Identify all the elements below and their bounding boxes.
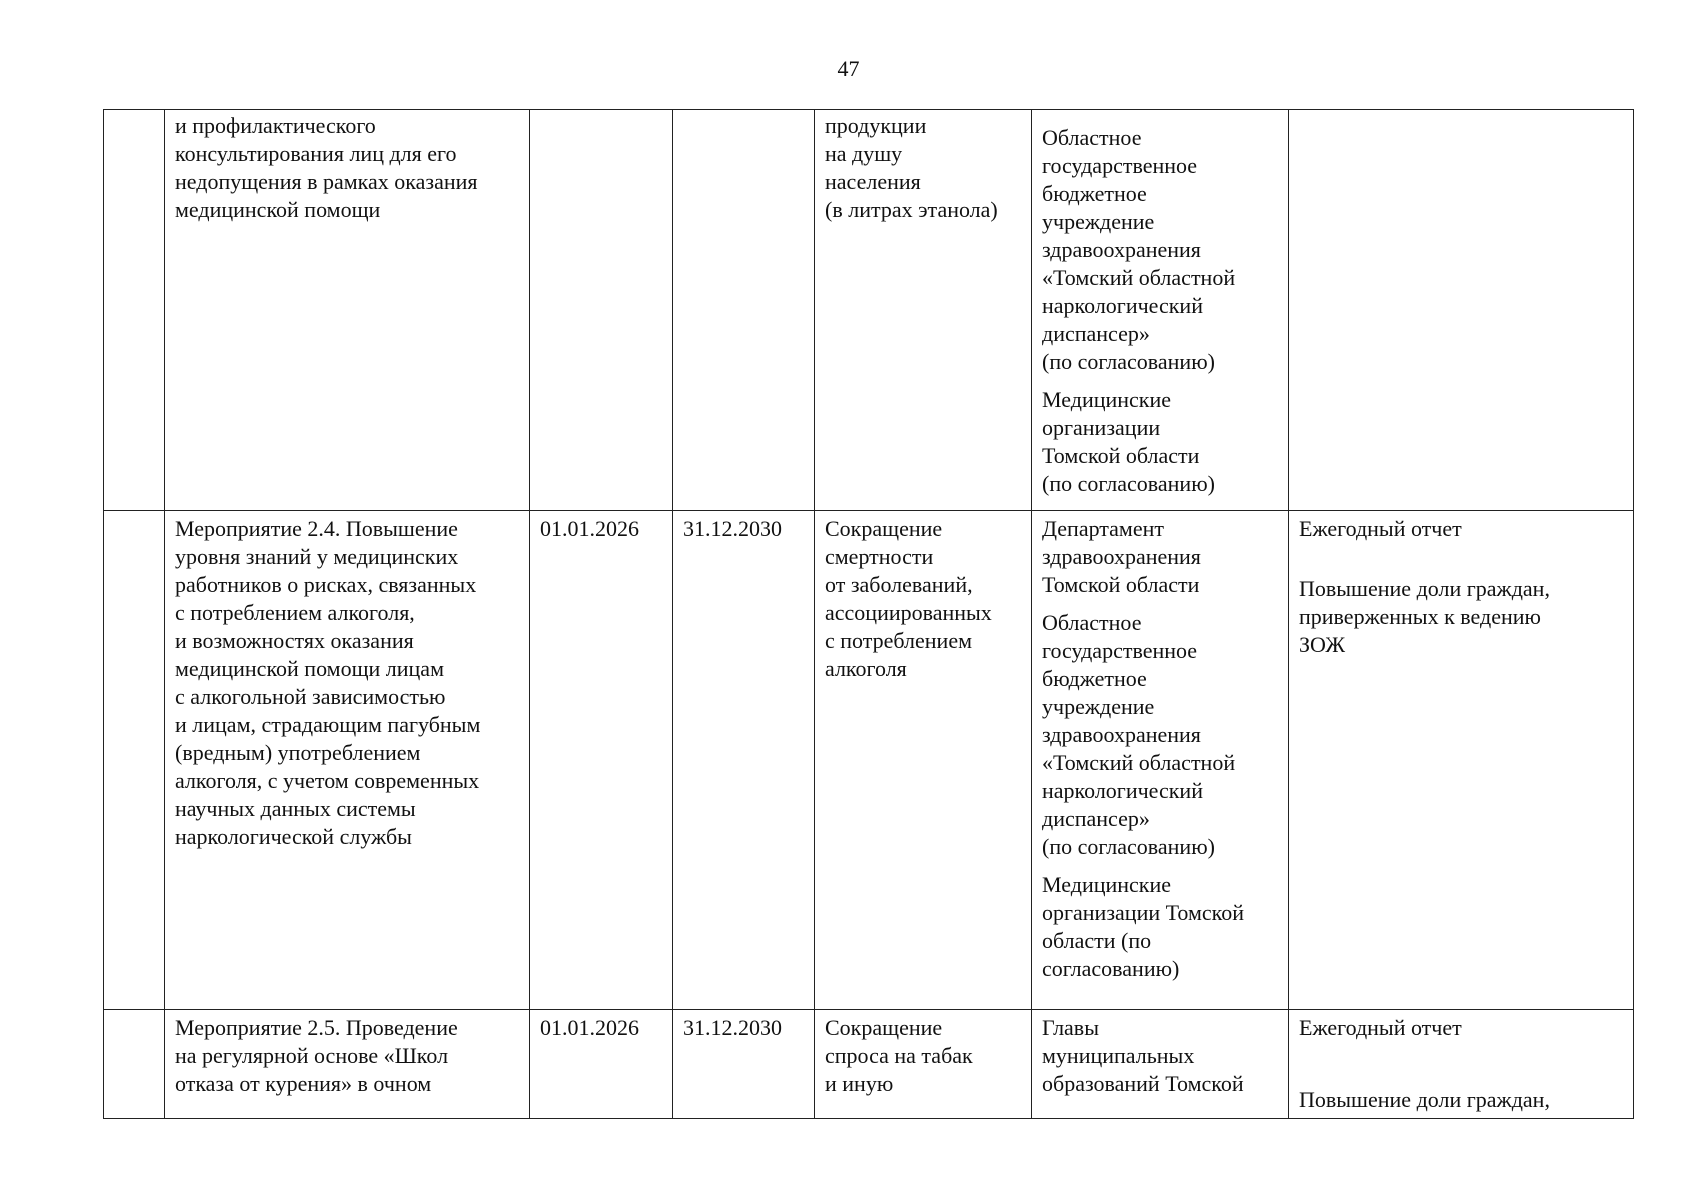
start-date: 01.01.2026 — [540, 516, 639, 541]
start-date: 01.01.2026 — [540, 1015, 639, 1040]
end-date: 31.12.2030 — [683, 516, 782, 541]
indicator-text: Сокращение смертности от заболеваний, ассоциированных с потреблением алкоголя — [825, 516, 992, 681]
report-result-cell — [1289, 511, 1634, 1010]
start-date-cell — [530, 511, 673, 1010]
event-cell — [165, 511, 530, 1010]
start-date-cell — [530, 110, 673, 511]
responsible-cell — [1032, 1010, 1289, 1119]
expected-result: Повышение доли граждан, — [1299, 1087, 1550, 1112]
row-number-cell — [104, 511, 165, 1010]
end-date-cell — [673, 1010, 815, 1119]
responsible-cell — [1032, 511, 1289, 1010]
table-row — [104, 1010, 1634, 1119]
row-number-cell — [104, 1010, 165, 1119]
report-type: Ежегодный отчет — [1299, 1015, 1462, 1040]
table-row — [104, 511, 1634, 1010]
event-cell — [165, 1010, 530, 1119]
end-date-cell — [673, 110, 815, 511]
event-text: и профилактического консультирования лиц для его недопущения в рамках оказания медицинской помощи — [175, 113, 478, 222]
event-text: Мероприятие 2.5. Проведение на регулярной основе «Школ отказа от курения» в очном — [175, 1015, 458, 1096]
indicator-cell — [815, 511, 1032, 1010]
report-result-cell — [1289, 1010, 1634, 1119]
table-row — [104, 110, 1634, 511]
indicator-cell — [815, 110, 1032, 511]
indicator-cell — [815, 1010, 1032, 1119]
responsible-cell — [1032, 110, 1289, 511]
end-date-cell — [673, 511, 815, 1010]
start-date-cell — [530, 1010, 673, 1119]
row-number-cell — [104, 110, 165, 511]
responsible-org: Медицинские организации Томской области (по согласованию) — [1042, 872, 1245, 981]
measures-table — [103, 109, 1634, 1119]
indicator-text: продукции на душу населения (в литрах этанола) — [825, 113, 998, 222]
report-result-cell — [1289, 110, 1634, 511]
responsible-org: Областное государственное бюджетное учреждение здравоохранения «Томский областной наркологический диспансер» (по согласованию) — [1042, 610, 1236, 859]
responsible-org: Главы муниципальных образований Томской — [1042, 1015, 1244, 1096]
responsible-org: Медицинские организации Томской области (по согласованию) — [1042, 387, 1215, 496]
responsible-org: Департамент здравоохранения Томской области — [1042, 516, 1201, 597]
expected-result: Повышение доли граждан, приверженных к ведению ЗОЖ — [1299, 576, 1550, 657]
indicator-text: Сокращение спроса на табак и иную — [825, 1015, 973, 1096]
event-cell — [165, 110, 530, 511]
page-number: 47 — [837, 56, 860, 81]
responsible-org: Областное государственное бюджетное учреждение здравоохранения «Томский областной наркологический диспансер» (по согласованию) — [1042, 125, 1236, 374]
event-text: Мероприятие 2.4. Повышение уровня знаний у медицинских работников о рисках, связанных с потреблением алкоголя, и возможностях оказания медицинской помощи лицам с алкогольной зависимостью и лицам, страдающим пагубным (вредным) употреблением алкоголя, с учетом современных научных данных системы наркологической службы — [175, 516, 481, 849]
end-date: 31.12.2030 — [683, 1015, 782, 1040]
report-type: Ежегодный отчет — [1299, 516, 1462, 541]
